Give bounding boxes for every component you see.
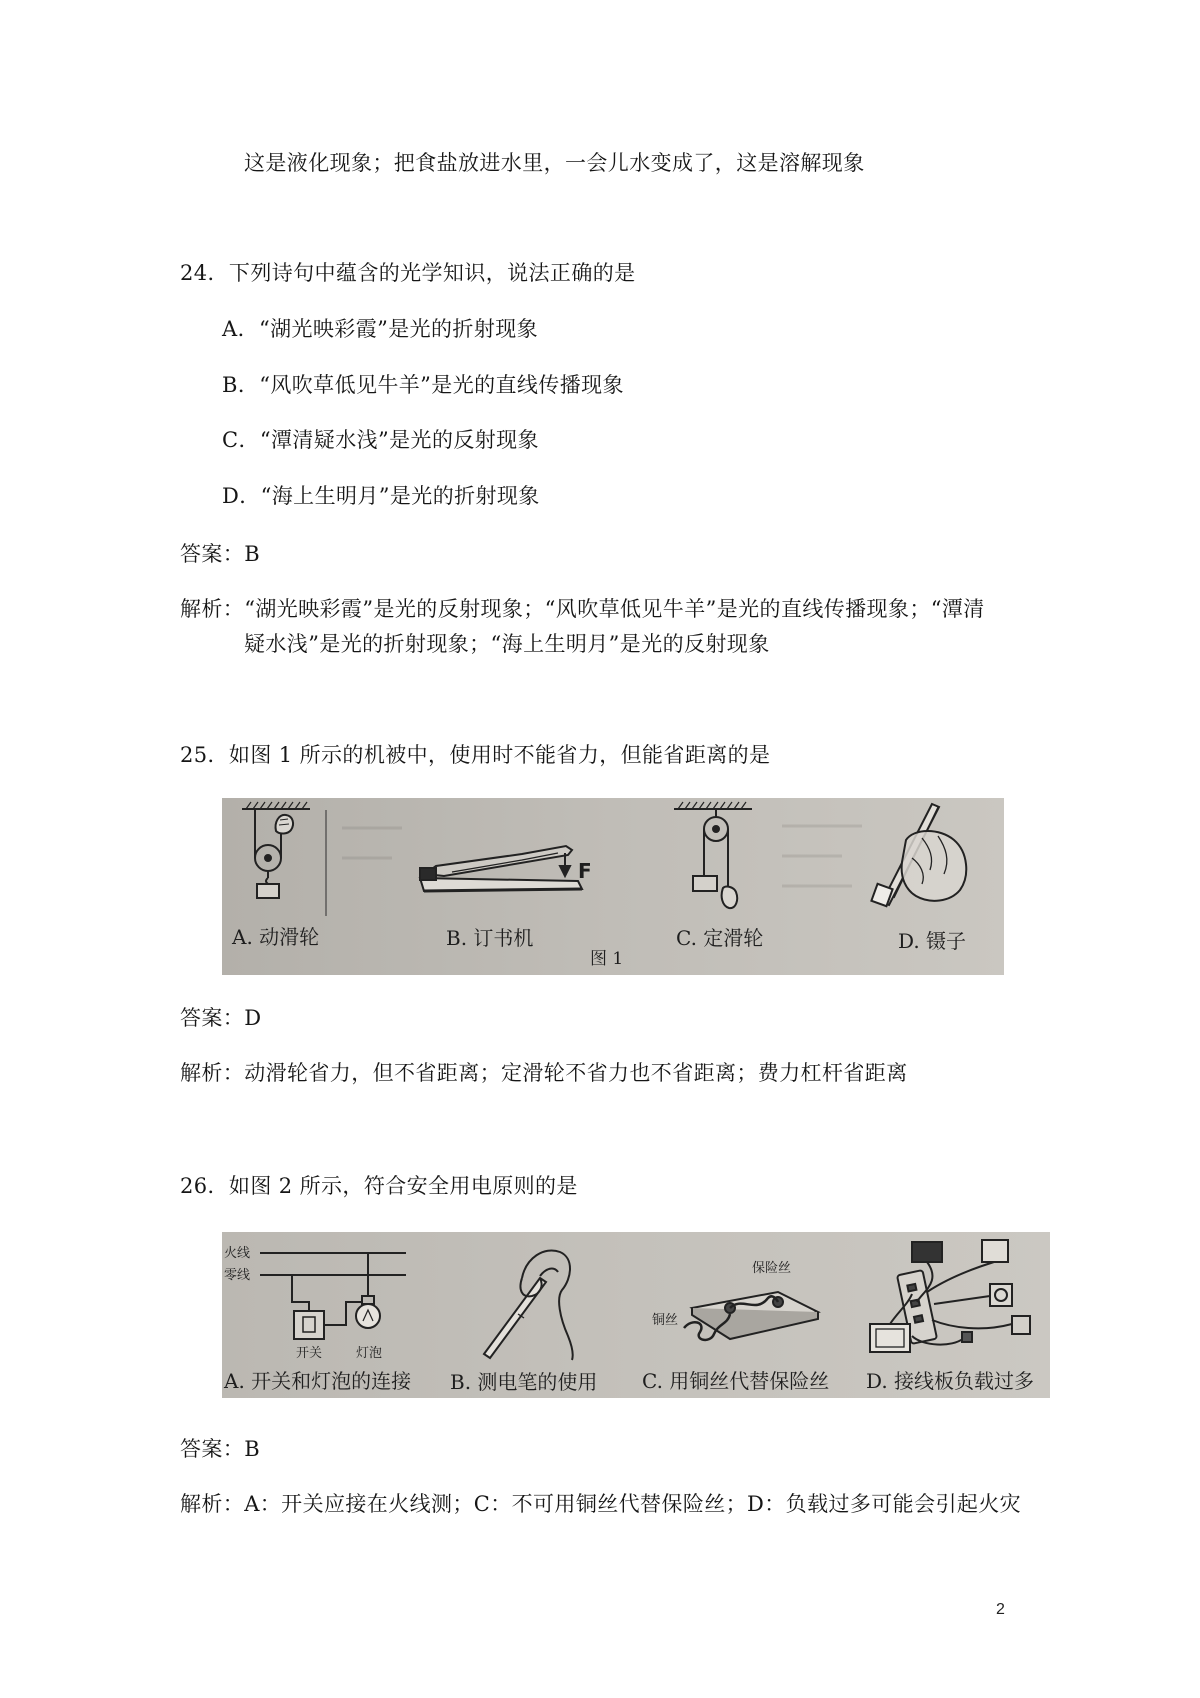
figure-2-label-b: B. 测电笔的使用 — [450, 1370, 598, 1394]
bulb-label: 灯泡 — [356, 1346, 383, 1361]
neutral-wire-label: 零线 — [224, 1268, 251, 1283]
question-24-option-d: D．“海上生明月”是光的折射现象 — [222, 484, 540, 508]
fuse-label: 保险丝 — [752, 1261, 792, 1276]
figure-1-caption: 图 1 — [590, 949, 624, 969]
figure-1-simple-machines — [222, 798, 1004, 975]
switch-box — [294, 1311, 324, 1339]
page-number: 2 — [996, 1601, 1005, 1618]
question-25-stem: 25．如图 1 所示的机被中，使用时不能省力，但能省距离的是 — [180, 743, 771, 767]
figure-2-label-c: C. 用铜丝代替保险丝 — [642, 1369, 830, 1393]
question-26-analysis: 解析：A：开关应接在火线测；C：不可用铜丝代替保险丝；D：负载过多可能会引起火灾 — [180, 1492, 1022, 1516]
switch-label: 开关 — [296, 1346, 323, 1361]
question-24-option-b: B．“风吹草低见牛羊”是光的直线传播现象 — [222, 373, 624, 397]
figure-1-label-a: A. 动滑轮 — [232, 925, 320, 949]
live-wire-label: 火线 — [224, 1246, 251, 1261]
question-25-answer: 答案：D — [180, 1006, 262, 1030]
figure-1-label-d: D. 镊子 — [898, 929, 967, 953]
weight-block — [257, 884, 279, 898]
figure-2-electrical-safety — [222, 1232, 1050, 1398]
appliance-box — [1012, 1316, 1030, 1334]
figure-2-label-a: A. 开关和灯泡的连接 — [224, 1369, 412, 1393]
bulb — [356, 1304, 380, 1328]
hand — [902, 831, 967, 901]
question-24-option-a: A．“湖光映彩霞”是光的折射现象 — [222, 317, 539, 341]
force-label-f: F — [578, 859, 592, 883]
figure-2-label-d: D. 接线板负载过多 — [866, 1369, 1035, 1393]
question-24-stem: 24．下列诗句中蕴含的光学知识，说法正确的是 — [180, 261, 636, 285]
copper-wire-label: 铜丝 — [652, 1313, 679, 1328]
question-26-stem: 26．如图 2 所示，符合安全用电原则的是 — [180, 1174, 578, 1198]
question-25-analysis: 解析：动滑轮省力，但不省距离；定滑轮不省力也不省距离；费力杠杆省距离 — [180, 1061, 908, 1085]
question-24-analysis-line-2: 疑水浅”是光的折射现象；“海上生明月”是光的反射现象 — [244, 632, 770, 656]
question-24-option-c: C．“潭清疑水浅”是光的反射现象 — [222, 428, 539, 452]
appliance-box — [982, 1240, 1008, 1262]
figure-1-label-c: C. 定滑轮 — [676, 926, 764, 950]
previous-analysis-continuation: 这是液化现象；把食盐放进水里，一会儿水变成了，这是溶解现象 — [244, 151, 865, 175]
question-26-answer: 答案：B — [180, 1437, 261, 1461]
stapler-hinge — [420, 868, 436, 880]
appliance-box — [990, 1284, 1012, 1306]
question-24-answer: 答案：B — [180, 542, 261, 566]
weight-block — [693, 876, 717, 891]
appliance-box — [912, 1242, 942, 1262]
question-24-analysis-line-1: 解析：“湖光映彩霞”是光的反射现象；“风吹草低见牛羊”是光的直线传播现象；“潭清 — [180, 597, 985, 621]
figure-1-label-b: B. 订书机 — [446, 926, 534, 950]
pulling-hand — [722, 887, 738, 908]
